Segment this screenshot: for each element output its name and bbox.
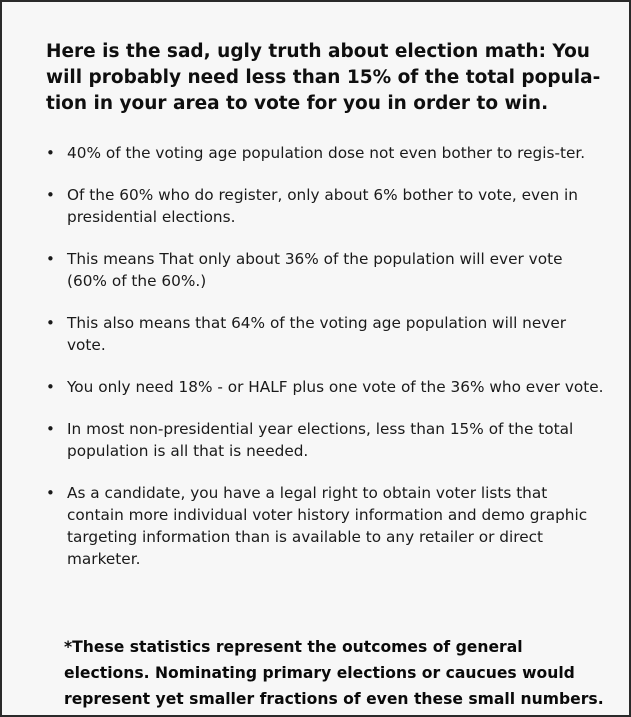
bullet-icon: • <box>46 186 55 204</box>
list-item-text: Of the 60% who do register, only about 6% bother to vote, even in presidential elections. <box>67 186 579 226</box>
list-item-text: 40% of the voting age population dose not even bother to regis-ter. <box>67 144 586 162</box>
bullet-icon: • <box>46 144 55 162</box>
bullet-icon: • <box>46 314 55 332</box>
bullet-list <box>46 142 606 590</box>
bullet-icon: • <box>46 378 55 396</box>
list-item <box>46 418 606 462</box>
list-item <box>46 142 606 164</box>
list-item <box>46 376 606 398</box>
bullet-icon: • <box>46 484 55 502</box>
list-item-text: You only need 18% - or HALF plus one vote of the 36% who ever vote. <box>67 378 604 396</box>
list-item <box>46 482 606 570</box>
list-item <box>46 248 606 292</box>
list-item-text: In most non-presidential year elections, less than 15% of the total population is all that is needed. <box>67 420 574 460</box>
footnote: *These statistics represent the outcomes of general elections. Nominating primary elections or caucues would represent yet smaller fractions of even these small numbers. <box>64 638 604 708</box>
bullet-icon: • <box>46 420 55 438</box>
list-item-text: As a candidate, you have a legal right to obtain voter lists that contain more individual voter history information and demo graphic targeting information than is available to any retailer or direct marketer. <box>67 484 588 568</box>
list-item-text: This also means that 64% of the voting age population will never vote. <box>67 314 567 354</box>
list-item-text: This means That only about 36% of the population will ever vote (60% of the 60%.) <box>67 250 563 290</box>
heading: Here is the sad, ugly truth about election math: You will probably need less than 15% of the total popula-tion in your area to vote for you in order to win. <box>46 41 601 114</box>
list-item <box>46 184 606 228</box>
list-item <box>46 312 606 356</box>
bullet-icon: • <box>46 250 55 268</box>
